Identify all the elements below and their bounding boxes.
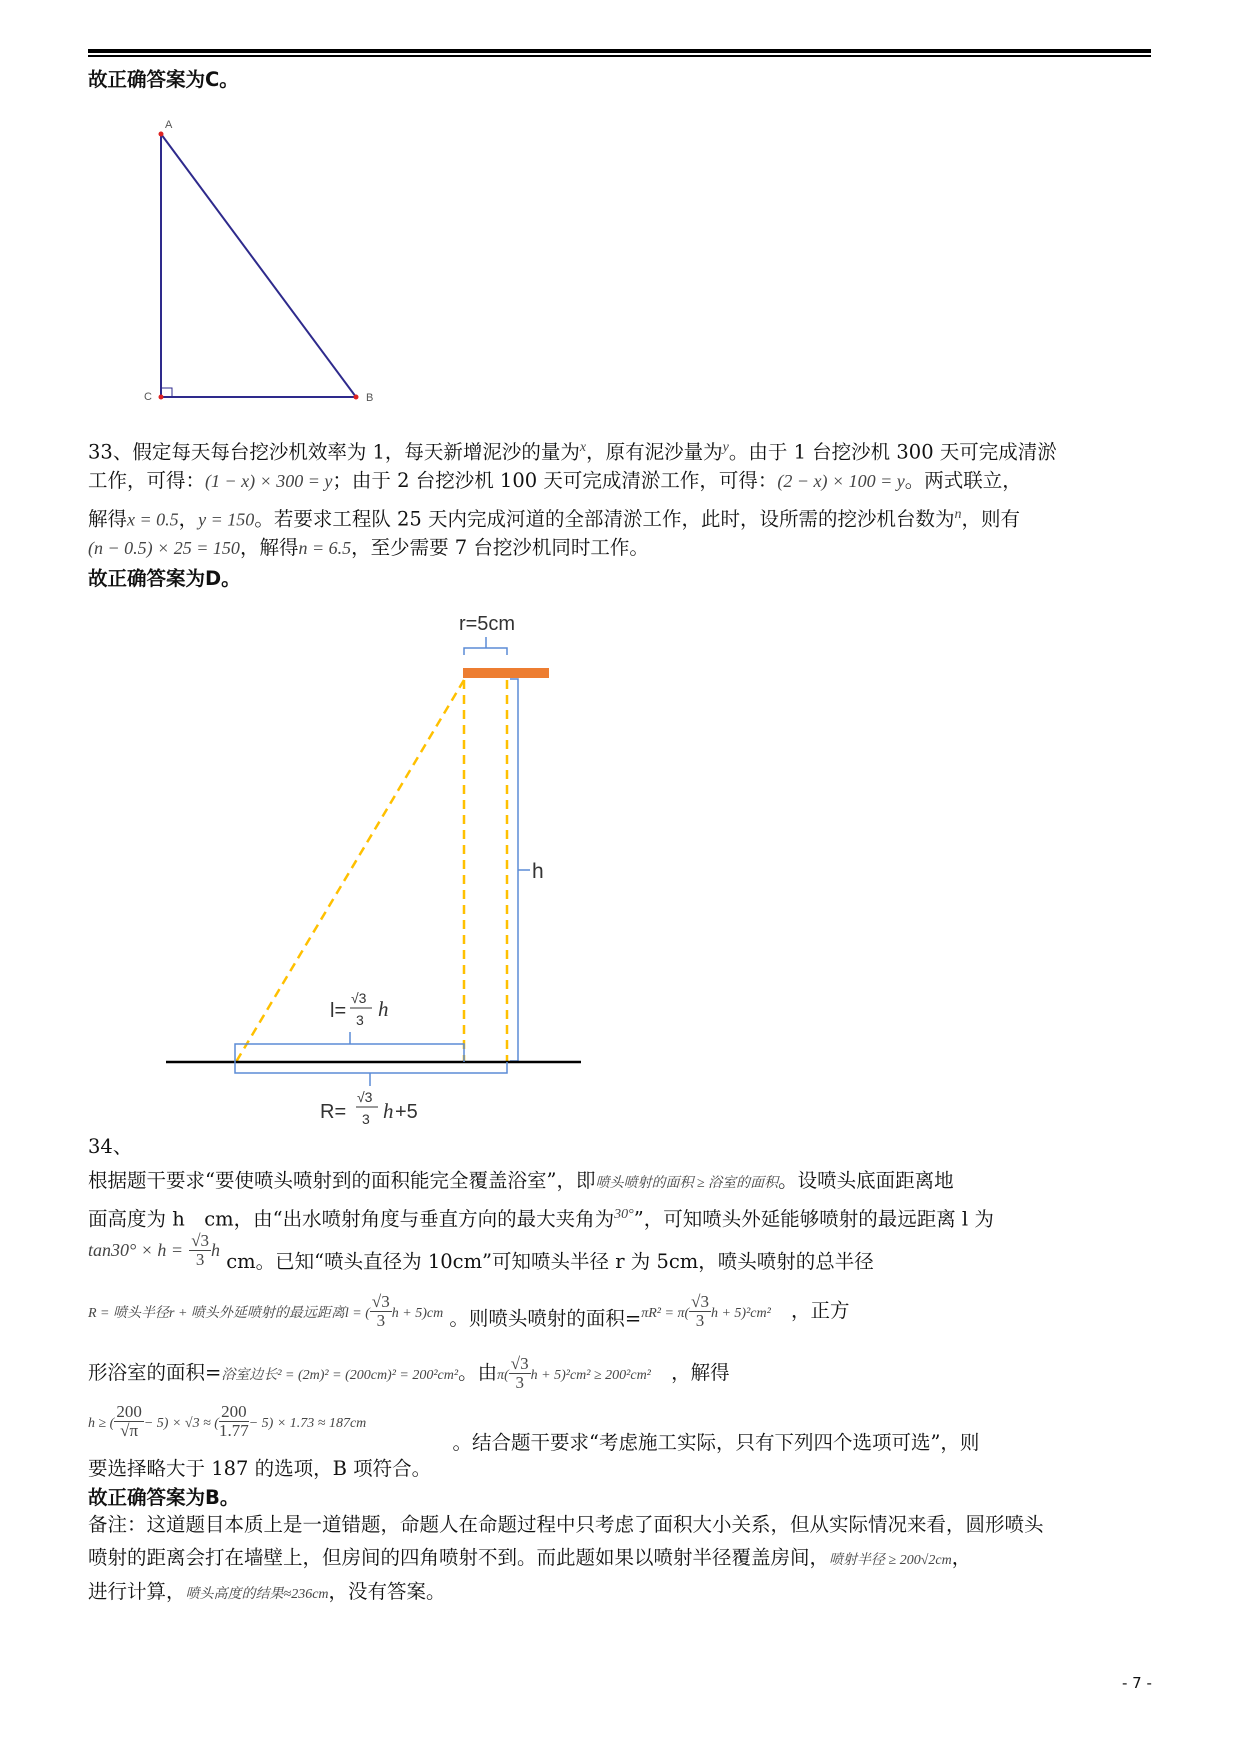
- math: y: [722, 440, 729, 455]
- l-label-three: 3: [356, 1012, 364, 1028]
- point-c: [159, 395, 164, 400]
- text: ，至少需要 7 台挖沙机同时工作。: [351, 536, 649, 559]
- answer-d: 故正确答案为D。: [88, 567, 241, 590]
- text: 。结合题干要求“考虑施工实际，只有下列四个选项可选”，则: [452, 1431, 980, 1454]
- math: (1 − x) × 300 = y: [205, 471, 333, 491]
- answer-b: 故正确答案为B。: [88, 1486, 240, 1509]
- answer-c: 故正确答案为C。: [88, 68, 239, 91]
- note-line-1: 备注：这道题目本质上是一道错题，命题人在命题过程中只考虑了面积大小关系，但从实际情况来看，圆形喷头: [88, 1513, 1044, 1536]
- text: 形浴室的面积=: [88, 1361, 222, 1384]
- math: y = 150: [198, 509, 255, 530]
- text: ，没有答案。: [328, 1580, 446, 1603]
- fraction-sqrt3-over-3: $\frac{√3}{3}$: [191, 1231, 210, 1269]
- text: ”，可知喷头外延能够喷射的最远距离 l 为: [633, 1207, 994, 1231]
- q34-line-7: 要选择略大于 187 的选项，B 项符合。: [88, 1457, 432, 1480]
- text: ，解得: [671, 1361, 730, 1384]
- nozzle-bar: [463, 668, 549, 678]
- h-bracket: [510, 679, 530, 1061]
- q33-line-1: [88, 436, 1057, 465]
- text: 。设喷头底面距离地: [778, 1169, 954, 1192]
- math: π(: [497, 1368, 509, 1383]
- q33-line-4: [88, 536, 649, 560]
- l-label-sqrt3: √3: [351, 990, 367, 1006]
- text: 。若要求工程队 25 天内完成河道的全部清淤工作，此时，设所需的挖沙机台数为: [254, 507, 955, 531]
- text: 。则喷头喷射的面积=: [449, 1307, 642, 1330]
- math: − 5) × 1.73 ≈ 187cm: [248, 1416, 367, 1431]
- q34-line-6: h ≥ ( $\frac{200}{√\pi}$ − 5) × √3 ≈ ( $\frac{200}{1.77}$ − 5) × 1.73 ≈ 187cm 。结合题干要求“考虑施工实际，只有下列四个选项可选”，则: [88, 1402, 980, 1454]
- text: 根据题干要求“要使喷头喷射到的面积能完全覆盖浴室”，即: [88, 1169, 596, 1192]
- r-bracket: [464, 637, 507, 655]
- q34-line-3: [88, 1228, 874, 1272]
- math: h ≥ (: [88, 1416, 115, 1431]
- text: ，: [178, 507, 199, 531]
- text: ，: [951, 1546, 972, 1569]
- spray-diagonal: [236, 680, 464, 1062]
- nozzle-diagram: [166, 613, 581, 1127]
- text: ，原有泥沙量为: [586, 440, 723, 464]
- l-label-prefix: l=: [330, 1000, 347, 1022]
- R-label-prefix: R=: [320, 1101, 347, 1123]
- R-label-h: h: [383, 1099, 394, 1123]
- text: ，解得: [239, 536, 299, 559]
- q33-line-2: [88, 469, 1022, 493]
- page-number: - 7 -: [1122, 1674, 1152, 1692]
- q34-line-1: [88, 1169, 954, 1196]
- text: 工作，可得：: [88, 469, 206, 492]
- text: 面高度为 h cm，由“出水喷射角度与垂直方向的最大夹角为: [88, 1207, 615, 1231]
- math: R = 喷头半径r + 喷头外延喷射的最远距离l = (: [88, 1306, 370, 1321]
- math: x: [579, 440, 587, 455]
- text: ，则有: [961, 507, 1021, 531]
- R-label-suffix: +5: [395, 1101, 418, 1123]
- math: − 5) × √3 ≈ (: [143, 1416, 219, 1431]
- math: h + 5)²cm²: [710, 1306, 771, 1321]
- text: ；由于 2 台挖沙机 100 天可完成清淤工作，可得：: [332, 469, 778, 492]
- right-triangle-figure: [144, 119, 373, 404]
- math: h + 5)²cm² ≥ 200²cm²: [530, 1368, 651, 1383]
- math: 喷头高度的结果≈236cm: [185, 1587, 329, 1602]
- text: 33、假定每天每台挖沙机效率为 1，每天新增泥沙的量为: [88, 440, 580, 464]
- text: ，正方: [791, 1299, 850, 1322]
- point-b: [354, 395, 359, 400]
- q34-line-5: 形浴室的面积=浴室边长² = (2m)² = (200cm)² = 200²cm²。由π( $\frac{√3}{3}$ h + 5)²cm² ≥ 200²cm² ，解得: [88, 1354, 730, 1392]
- text: 。由: [458, 1361, 498, 1384]
- note-line-2: [88, 1546, 971, 1573]
- math: (n − 0.5) × 25 = 150: [88, 538, 240, 558]
- math: 喷头喷射的面积 ≥ 浴室的面积: [595, 1176, 779, 1191]
- R-bracket: [235, 1062, 507, 1086]
- text: 。由于 1 台挖沙机 300 天可完成清淤: [728, 440, 1057, 464]
- q34-line-4: R = 喷头半径r + 喷头外延喷射的最远距离l = ( $\frac{√3}{3}$ h + 5)cm 。则喷头喷射的面积=πR² = π( $\frac{√3}{3}$ h + 5)²cm² ，正方: [88, 1292, 850, 1330]
- label-b: B: [366, 392, 374, 404]
- label-a: A: [165, 119, 173, 131]
- l-bracket: [235, 1032, 464, 1062]
- text: 喷射的距离会打在墙壁上，但房间的四角喷射不到。而此题如果以喷射半径覆盖房间，: [88, 1546, 830, 1569]
- math: n: [954, 507, 962, 522]
- math: x = 0.5: [127, 509, 179, 530]
- math: (2 − x) × 100 = y: [777, 471, 905, 491]
- math: h: [211, 1240, 221, 1260]
- R-label-sqrt3: √3: [357, 1089, 373, 1105]
- math: h + 5)cm: [391, 1306, 444, 1321]
- R-label-three: 3: [362, 1111, 370, 1127]
- h-label: h: [532, 860, 544, 883]
- math: 30°: [614, 1207, 634, 1222]
- math: 喷射半径 ≥ 200√2cm: [829, 1553, 952, 1568]
- note-line-3: [88, 1580, 446, 1607]
- r-label: r=5cm: [458, 613, 516, 635]
- l-label-h: h: [378, 997, 389, 1021]
- text: 。两式联立，: [904, 469, 1022, 492]
- text: 解得: [88, 507, 128, 531]
- math: tan30° × h =: [88, 1240, 183, 1260]
- text: cm。已知“喷头直径为 10cm”可知喷头半径 r 为 5cm，喷头喷射的总半径: [226, 1250, 874, 1273]
- math: πR² = π(: [641, 1306, 690, 1321]
- side-ab: [161, 134, 356, 397]
- right-angle-mark: [162, 388, 172, 396]
- q34-number: 34、: [88, 1135, 133, 1158]
- q33-line-3: [88, 503, 1020, 532]
- label-c: C: [144, 391, 152, 403]
- text: 进行计算，: [88, 1580, 186, 1603]
- math: 浴室边长² = (2m)² = (200cm)² = 200²cm²: [221, 1368, 459, 1383]
- point-a: [159, 132, 164, 137]
- math: n = 6.5: [298, 538, 352, 558]
